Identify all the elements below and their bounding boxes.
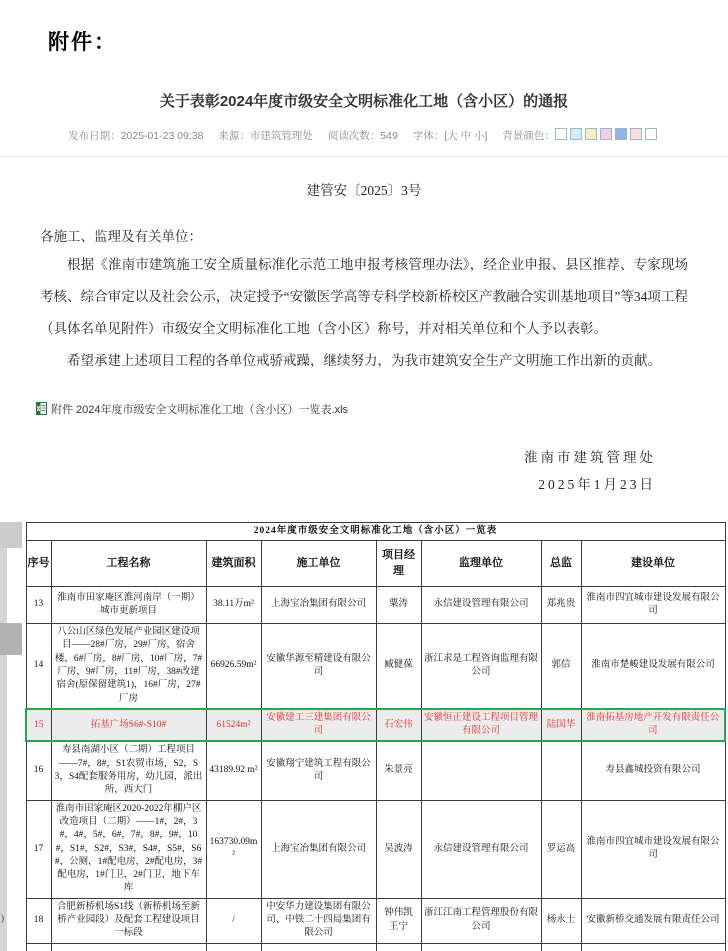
table-row xyxy=(26,587,725,624)
cell-no: 16 xyxy=(26,741,51,800)
cell-project: 拓基广场S6#-S10# xyxy=(51,709,206,742)
cell-supervisor-unit: 安徽恒正建设工程项目管理有限公司 xyxy=(421,709,541,742)
spreadsheet-left-strip xyxy=(0,522,7,951)
source-value: 市建筑管理处 xyxy=(249,130,313,142)
cell-clipped xyxy=(581,943,725,951)
table-title: 2024年度市级安全文明标准化工地（含小区）一览表 xyxy=(26,523,725,541)
column-header: 建筑面积 xyxy=(206,541,261,587)
table-header-row xyxy=(26,541,725,587)
cell-clipped xyxy=(206,943,261,951)
font-size-control[interactable] xyxy=(413,130,488,142)
bg-color-swatches xyxy=(555,130,660,142)
cell-clipped xyxy=(261,943,376,951)
cell-manager: 钟伟凯 王宁 xyxy=(376,898,421,943)
publish-date-value: 2025-01-23 09:38 xyxy=(120,130,204,142)
cell-chief: 陆国华 xyxy=(541,709,581,742)
cell-clipped xyxy=(26,943,51,951)
spreadsheet-left-strip-top xyxy=(0,522,22,548)
spreadsheet-left-strip-selection xyxy=(0,623,22,655)
cell-clipped xyxy=(376,943,421,951)
signature-org: 淮南市建筑管理处 xyxy=(524,450,656,465)
doc-number: 建管安〔2025〕3号 xyxy=(306,183,422,198)
cell-project: 淮南市田家庵区淮河南岸（一期）城市更新项目 xyxy=(51,587,206,624)
bg-color-swatch-6[interactable] xyxy=(630,128,642,140)
view-count-label: 阅读次数： xyxy=(327,130,381,142)
attachment-link[interactable]: 附件 2024年度市级安全文明标准化工地（含小区）一览表.xls xyxy=(51,404,349,416)
cell-area: 66926.59m² xyxy=(206,624,261,709)
cell-area: 43189.92 m² xyxy=(206,741,261,800)
cell-supervisor-unit: 永信建设管理有限公司 xyxy=(421,800,541,898)
column-header: 项目经理 xyxy=(376,541,421,587)
salutation: 各施工、监理及有关单位： xyxy=(40,229,202,244)
table-row xyxy=(26,624,725,709)
cell-no: 18 xyxy=(26,898,51,943)
signature-date: 2025年1月23日 xyxy=(538,477,656,492)
cell-chief xyxy=(541,741,581,800)
bg-color-swatch-2[interactable] xyxy=(570,128,582,140)
divider xyxy=(0,156,728,157)
cell-area: 38.11万m² xyxy=(206,587,261,624)
column-header: 总监 xyxy=(541,541,581,587)
cell-manager: 吴波涛 xyxy=(376,800,421,898)
cell-builder: 淮南市四宜城市建设发展有限公司 xyxy=(581,587,725,624)
cell-builder: 淮南市四宜城市建设发展有限公司 xyxy=(581,800,725,898)
cell-supervisor-unit: 浙江江南工程管理股份有限公司 xyxy=(421,898,541,943)
cell-area: / xyxy=(206,898,261,943)
cell-manager: 粟涛 xyxy=(376,587,421,624)
bg-color-swatch-4[interactable] xyxy=(600,128,612,140)
cell-chief: 郭信 xyxy=(541,624,581,709)
cell-project: 寿县南湖小区（二期）工程项目——7#，8#，S1农贸市场，S2，S3，S4配套服务用房，幼儿园，派出所，西大门 xyxy=(51,741,206,800)
cell-manager: 臧健葆 xyxy=(376,624,421,709)
cell-builder: 安徽新桥交通发展有限责任公司 xyxy=(581,898,725,943)
font-size-options[interactable]: [大 中 小] xyxy=(444,130,488,142)
cell-no: 14 xyxy=(26,624,51,709)
cell-contractor: 上海宝冶集团有限公司 xyxy=(261,587,376,624)
excel-file-icon xyxy=(36,402,47,418)
cell-no: 17 xyxy=(26,800,51,898)
cell-project: 八公山区绿色发展产业园区建设项目——28#厂房，29#厂房，宿舍楼，6#厂房，8#厂房，10#厂房，7#厂房，9#厂房，11#厂房，38#改建宿舍(原保留建筑1)，16#厂房，27#厂房 xyxy=(51,624,206,709)
clipped-text-fragment: ) xyxy=(1,912,4,923)
cell-contractor: 中安华力建设集团有限公司、中铁二十四局集团有限公司 xyxy=(261,898,376,943)
table-row-clipped xyxy=(26,943,725,951)
view-count-value: 549 xyxy=(380,130,398,142)
cell-chief: 郑兆贵 xyxy=(541,587,581,624)
bg-color-swatch-1[interactable] xyxy=(555,128,567,140)
source xyxy=(218,130,313,142)
cell-contractor: 安徽建工三建集团有限公司 xyxy=(261,709,376,742)
column-header: 序号 xyxy=(26,541,51,587)
signature-block xyxy=(0,444,728,498)
table-row xyxy=(26,709,725,742)
view-count xyxy=(328,130,398,142)
publish-date xyxy=(68,130,203,142)
table-row xyxy=(26,898,725,943)
cell-supervisor-unit: 浙江求是工程咨询监理有限公司 xyxy=(421,624,541,709)
cell-builder: 寿县鑫城投资有限公司 xyxy=(581,741,725,800)
cell-contractor: 安徽翔宁建筑工程有限公司 xyxy=(261,741,376,800)
attachment-heading: 附件： xyxy=(48,30,117,54)
bg-color-swatch-3[interactable] xyxy=(585,128,597,140)
cell-contractor: 上海宝冶集团有限公司 xyxy=(261,800,376,898)
bg-color-swatch-5[interactable] xyxy=(615,128,627,140)
cell-project: 合肥新桥机场S1线（新桥机场至新桥产业园段）及配套工程建设项目一标段 xyxy=(51,898,206,943)
attachment-row xyxy=(36,401,728,418)
cell-builder: 淮南市楚峻建设发展有限公司 xyxy=(581,624,725,709)
column-header: 工程名称 xyxy=(51,541,206,587)
column-header: 建设单位 xyxy=(581,541,725,587)
column-header: 施工单位 xyxy=(261,541,376,587)
publish-date-label: 发布日期： xyxy=(68,130,121,142)
table-row xyxy=(26,741,725,800)
column-header: 监理单位 xyxy=(421,541,541,587)
cell-manager: 朱景亮 xyxy=(376,741,421,800)
cell-contractor: 安徽华源至精建设有限公司 xyxy=(261,624,376,709)
source-label: 来源： xyxy=(218,130,250,142)
cell-chief: 罗运高 xyxy=(541,800,581,898)
bg-color-swatch-7[interactable] xyxy=(645,128,657,140)
bg-color-label: 背景颜色： xyxy=(502,130,555,142)
cell-clipped xyxy=(421,943,541,951)
cell-manager: 石宏伟 xyxy=(376,709,421,742)
article-meta xyxy=(0,128,728,143)
cell-builder: 淮南拓基房地产开发有限责任公司 xyxy=(581,709,725,742)
cell-no: 13 xyxy=(26,587,51,624)
cell-clipped xyxy=(51,943,206,951)
bg-color-control xyxy=(502,130,660,142)
cell-area: 61524m² xyxy=(206,709,261,742)
cell-chief: 杨永士 xyxy=(541,898,581,943)
cell-supervisor-unit: 永信建设管理有限公司 xyxy=(421,587,541,624)
article-title: 关于表彰2024年度市级安全文明标准化工地（含小区）的通报 xyxy=(159,93,569,110)
table-section xyxy=(0,522,728,951)
table-title-row xyxy=(26,523,725,541)
cell-clipped xyxy=(541,943,581,951)
cell-supervisor-unit xyxy=(421,741,541,800)
body-paragraph-1: 根据《淮南市建筑施工安全质量标准化示范工地申报考核管理办法》，经企业申报、县区推荐、专家现场考核、综合审定以及社会公示，决定授予“安徽医学高等专科学校新桥校区产教融合实训基地项目”等34项工程（具体名单见附件）市级安全文明标准化工地（含小区）称号，并对相关单位和个人予以表彰。 xyxy=(40,257,688,336)
font-size-label: 字体： xyxy=(412,130,445,142)
cell-project: 淮南市田家庵区2020-2022年棚户区改造项目（二期）——1#，2#，3#，4#，5#，6#，7#，8#，9#，10#，S1#，S2#，S3#，S4#，S5#，S6#，公厕，1#配电房，2#配电房，3#配电房，1#门卫，2#门卫，地下车库 xyxy=(51,800,206,898)
cell-area: 163730.09m² xyxy=(206,800,261,898)
cell-no: 15 xyxy=(26,709,51,742)
body-paragraph-2: 希望承建上述项目工程的各单位戒骄戒躁，继续努力，为我市建筑安全生产文明施工作出新的贡献。 xyxy=(67,353,661,368)
table-row xyxy=(26,800,725,898)
projects-table xyxy=(25,522,726,951)
